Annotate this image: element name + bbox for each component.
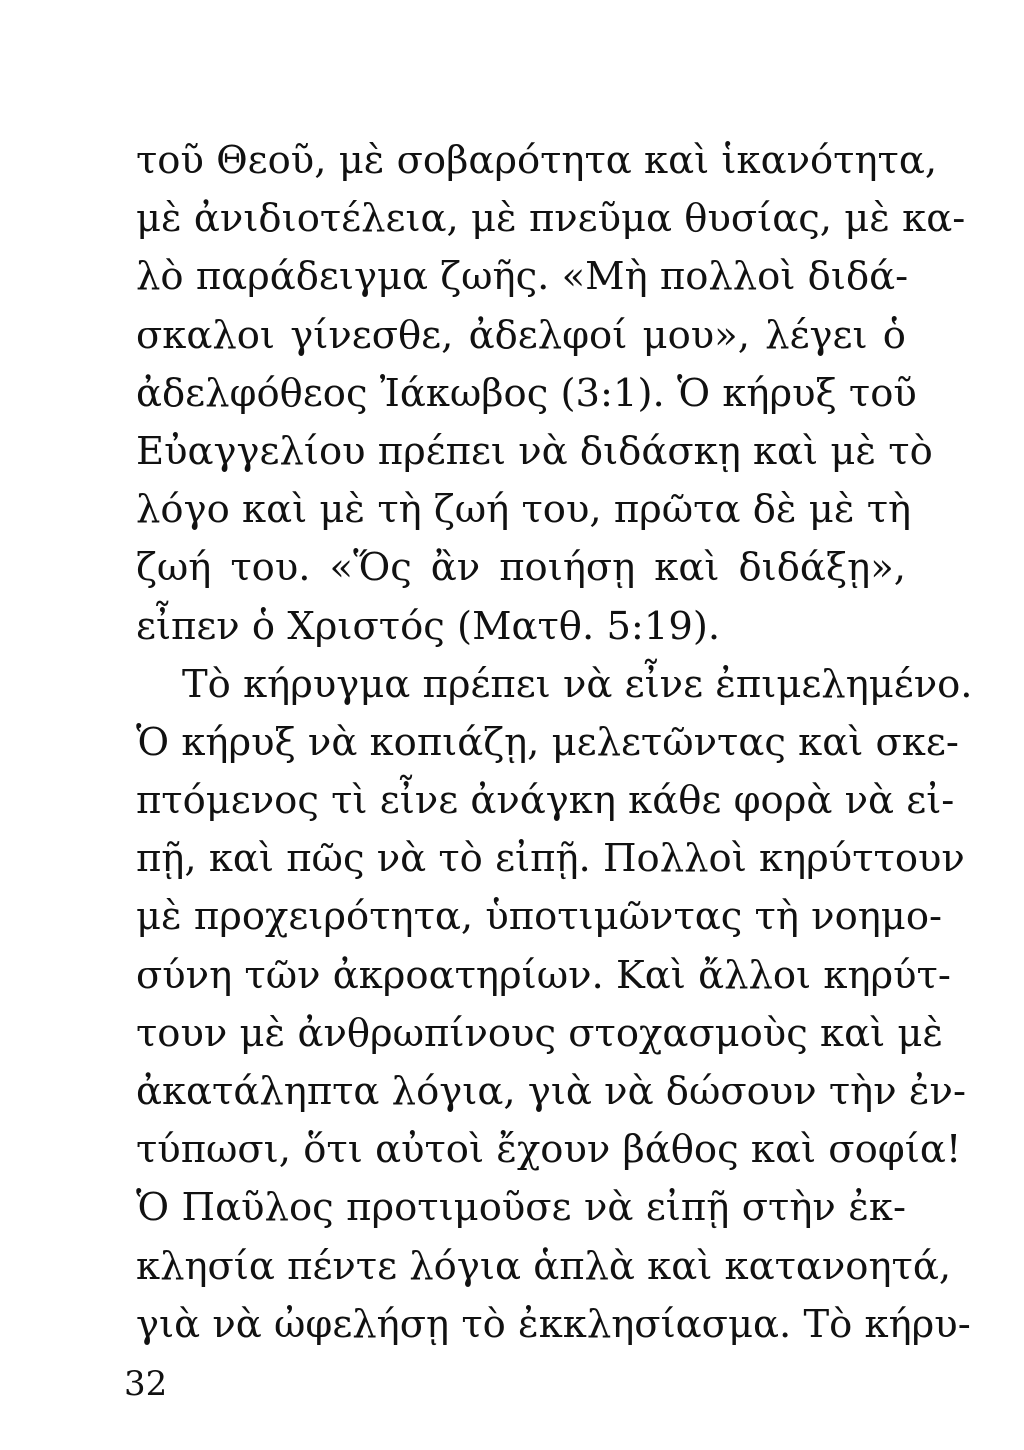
text-line: πῇ, καὶ πῶς νὰ τὸ εἰπῇ. Πολλοὶ κηρύττουν: [136, 836, 965, 882]
text-line: ἀκατάληπτα λόγια, γιὰ νὰ δώσουν τὴν ἐν-: [136, 1069, 966, 1114]
text-line: ἀδελφόθεος Ἰάκωβος (3:1). Ὁ κήρυξ τοῦ: [136, 370, 917, 416]
text-line: τοῦ Θεοῦ, μὲ σοβαρότητα καὶ ἱκανότητα,: [136, 138, 938, 183]
text-line: λὸ παράδειγμα ζωῆς. «Μὴ πολλοὶ διδά-: [136, 254, 909, 300]
text-line: σύνη τῶν ἀκροατηρίων. Καὶ ἄλλοι κηρύτ-: [136, 952, 951, 998]
text-line-paragraph-end: εἶπεν ὁ Χριστός (Ματθ. 5:19).: [136, 603, 721, 649]
text-line-paragraph-start: Τὸ κήρυγμα πρέπει νὰ εἶνε ἐπιμελημένο.: [182, 661, 973, 707]
text-line: μὲ ἀνιδιοτέλεια, μὲ πνεῦμα θυσίας, μὲ κα-: [136, 196, 966, 242]
body-text: [136, 132, 973, 1354]
text-line: κλησία πέντε λόγια ἁπλὰ καὶ κατανοητά,: [136, 1243, 952, 1289]
text-line: σκαλοι γίνεσθε, ἀδελφοί μου», λέγει ὁ: [136, 312, 906, 358]
text-line: Εὐαγγελίου πρέπει νὰ διδάσκῃ καὶ μὲ τὸ: [136, 428, 933, 474]
text-line: Ὁ κήρυξ νὰ κοπιάζῃ, μελετῶντας καὶ σκε-: [136, 719, 959, 765]
text-line: τύπωσι, ὅτι αὐτοὶ ἔχουν βάθος καὶ σοφία!: [136, 1127, 962, 1173]
text-line: πτόμενος τὶ εἶνε ἀνάγκη κάθε φορὰ νὰ εἰ-: [136, 778, 955, 824]
text-line: λόγο καὶ μὲ τὴ ζωή του, πρῶτα δὲ μὲ τὴ: [136, 487, 912, 533]
text-line: ζωή του. «Ὅς ἂν ποιήσῃ καὶ διδάξῃ»,: [136, 545, 906, 591]
text-line: γιὰ νὰ ὠφελήσῃ τὸ ἐκκλησίασμα. Τὸ κήρυ-: [136, 1301, 971, 1347]
text-line: Ὁ Παῦλος προτιμοῦσε νὰ εἰπῇ στὴν ἐκ-: [136, 1185, 906, 1231]
page-number: 32: [124, 1364, 168, 1404]
text-line: τουν μὲ ἀνθρωπίνους στοχασμοὺς καὶ μὲ: [136, 1010, 944, 1056]
text-line: μὲ προχειρότητα, ὑποτιμῶντας τὴ νοημο-: [136, 894, 943, 940]
